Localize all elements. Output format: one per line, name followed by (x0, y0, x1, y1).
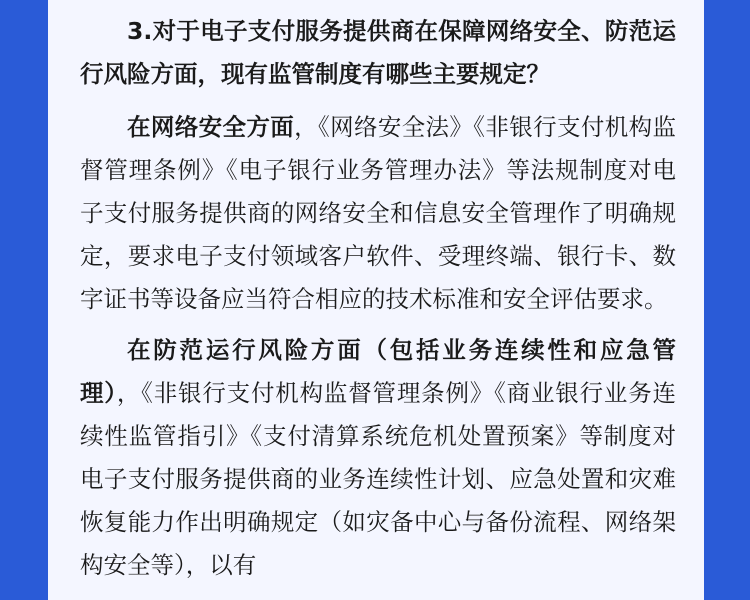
paragraph-network-security (80, 106, 676, 321)
paragraph-body: ，《网络安全法》《非银行支付机构监督管理条例》《电子银行业务管理办法》等法规制度对电子支付服务提供商的网络安全和信息安全管理作了明确规定，要求电子支付领域客户软件、受理终端、银行卡、数字证书等设备应当符合相应的技术标准和安全评估要求。 (80, 113, 677, 313)
article-panel (48, 0, 704, 600)
paragraph-operational-risk (80, 329, 676, 587)
article-content (80, 10, 676, 595)
paragraph-body: ，《非银行支付机构监督管理条例》《商业银行业务连续性监管指引》《支付清算系统危机处置预案》等制度对电子支付服务提供商的业务连续性计划、应急处置和灾难恢复能力作出明确规定（如灾备中心与备份流程、网络架构安全等），以有 (80, 379, 677, 579)
paragraph-lead: 在防范运行风险方面（包括业务连续性和应急管理） (80, 336, 676, 407)
paragraph-lead: 在网络安全方面 (127, 113, 295, 141)
question-heading: 3.对于电子支付服务提供商在保障网络安全、防范运行风险方面，现有监管制度有哪些主要规定？ (80, 17, 676, 88)
